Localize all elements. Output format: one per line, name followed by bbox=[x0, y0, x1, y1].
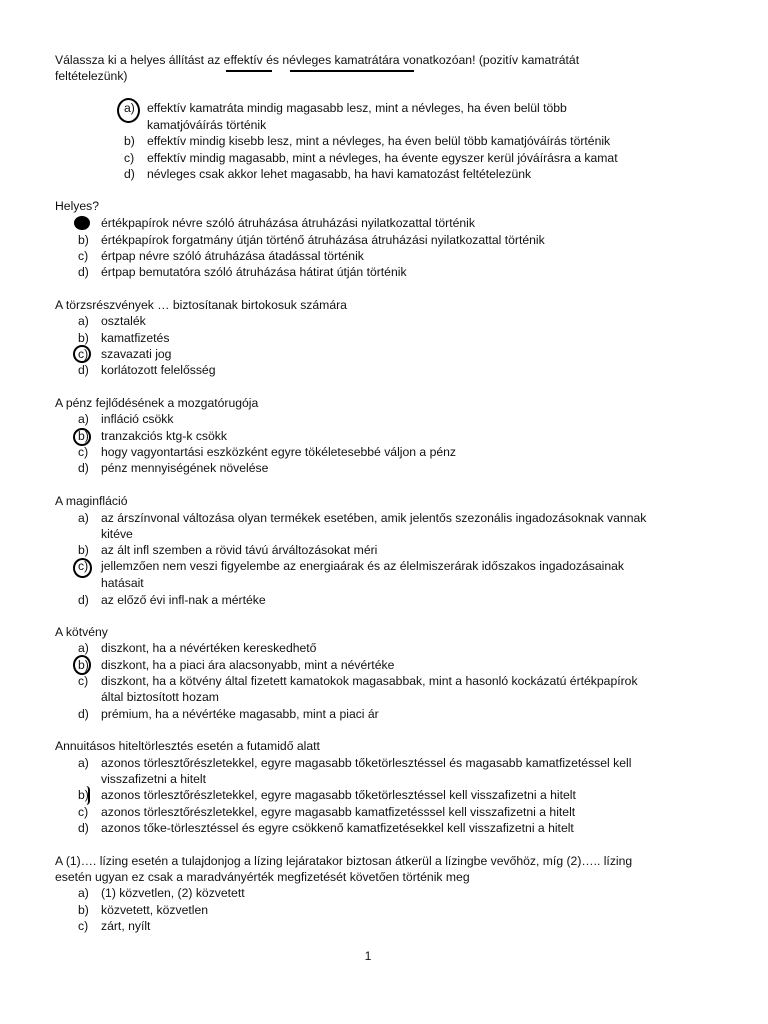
option-text: azonos törlesztőrészletekkel, egyre magasabb tőketörlesztéssel kell visszafizetni a hitelt bbox=[101, 788, 576, 802]
option-letter: a) bbox=[78, 756, 89, 770]
question-5-stem: A maginfláció bbox=[55, 494, 128, 508]
option-text: értpap névre szóló átruházása átadással történik bbox=[101, 249, 364, 263]
option-text: értpap bemutatóra szóló átruházása hátirat útján történik bbox=[101, 265, 407, 279]
option-letter: a) bbox=[78, 412, 89, 426]
option-letter: d) bbox=[78, 265, 89, 279]
selected-answer-circle bbox=[117, 98, 140, 123]
option-letter: d) bbox=[78, 363, 89, 377]
underline-mark bbox=[290, 70, 414, 72]
option-text: által biztosított hozam bbox=[101, 690, 219, 704]
option-letter: b) bbox=[78, 903, 89, 917]
option-text: visszafizetni a hitelt bbox=[101, 772, 206, 786]
question-3-stem: A törzsrészvények … biztosítanak birtokosuk számára bbox=[55, 298, 347, 312]
option-text: hatásait bbox=[101, 576, 144, 590]
option-letter: d) bbox=[78, 707, 89, 721]
option-letter: b) bbox=[78, 429, 89, 443]
option-text: azonos tőke-törlesztéssel és egyre csökkenő kamatfizetésekkel kell visszafizetni a hitelt bbox=[101, 821, 574, 835]
option-letter: a) bbox=[124, 101, 135, 115]
underline-mark bbox=[226, 70, 272, 72]
option-text: osztalék bbox=[101, 314, 146, 328]
option-text: tranzakciós ktg-k csökk bbox=[101, 429, 227, 443]
option-letter: d) bbox=[78, 821, 89, 835]
question-2-stem: Helyes? bbox=[55, 199, 100, 213]
option-text: korlátozott felelősség bbox=[101, 363, 216, 377]
option-letter: a) bbox=[78, 886, 89, 900]
option-text: jellemzően nem veszi figyelembe az energiaárak és az élelmiszerárak időszakos ingadozásainak bbox=[101, 559, 624, 573]
option-letter: b) bbox=[124, 134, 135, 148]
option-text: diszkont, ha a kötvény által fizetett kamatokok magasabbak, mint a hasonló kockázatú értékpapírok bbox=[101, 674, 638, 688]
option-text: értékpapírok forgatmány útján történő átruházása átruházási nyilatkozattal történik bbox=[101, 233, 545, 247]
option-text: effektív kamatráta mindig magasabb lesz, mint a névleges, ha éven belül több bbox=[147, 101, 567, 115]
question-6-stem: A kötvény bbox=[55, 625, 108, 639]
option-letter: b) bbox=[78, 658, 89, 672]
selected-answer-circle bbox=[73, 345, 91, 363]
selected-answer-bracket bbox=[72, 786, 90, 805]
question-8-stem-line-2: esetén ugyan ez csak a maradványérték megfizetését követően történik meg bbox=[55, 870, 470, 884]
option-text: pénz mennyiségének növelése bbox=[101, 461, 269, 475]
selected-answer-circle bbox=[73, 558, 92, 578]
option-letter: d) bbox=[78, 593, 89, 607]
page-number: 1 bbox=[364, 949, 372, 963]
option-letter: c) bbox=[78, 347, 89, 361]
option-text: kamatjóváírás történik bbox=[147, 118, 267, 132]
option-letter: c) bbox=[78, 674, 89, 688]
option-letter: b) bbox=[78, 543, 89, 557]
option-text: infláció csökk bbox=[101, 412, 174, 426]
option-text: közvetett, közvetlen bbox=[101, 903, 209, 917]
option-text: (1) közvetlen, (2) közvetett bbox=[101, 886, 245, 900]
option-text: az árszínvonal változása olyan termékek esetében, amik jelentős szezonális ingadozásoknak vannak bbox=[101, 511, 647, 525]
option-text: névleges csak akkor lehet magasabb, ha havi kamatozást feltételezünk bbox=[147, 167, 532, 181]
question-1-stem-line-2: feltételezünk) bbox=[55, 69, 128, 83]
option-text: szavazati jog bbox=[101, 347, 172, 361]
option-letter: c) bbox=[78, 445, 89, 459]
option-letter: b) bbox=[78, 233, 89, 247]
question-1-stem-line-1: Válassza ki a helyes állítást az effektív és névleges kamatrátára vonatkozóan! (pozitív kamatrátát bbox=[55, 53, 580, 67]
option-letter: c) bbox=[78, 249, 89, 263]
option-letter: a) bbox=[78, 314, 89, 328]
option-letter: c) bbox=[78, 919, 89, 933]
option-text: effektív mindig kisebb lesz, mint a névleges, ha éven belül több kamatjóváírás történik bbox=[147, 134, 611, 148]
question-4-stem: A pénz fejlődésének a mozgatórugója bbox=[55, 396, 259, 410]
option-letter: b) bbox=[78, 331, 89, 345]
question-8-stem-line-1: A (1)…. lízing esetén a tulajdonjog a lízing lejáratakor biztosan átkerül a lízingbe vevőhöz, míg (2)….. lízing bbox=[55, 854, 633, 868]
option-text: azonos törlesztőrészletekkel, egyre magasabb tőketörlesztéssel és magasabb kamatfizetéssel kell bbox=[101, 756, 632, 770]
question-7-stem: Annuitásos hiteltörlesztés esetén a futamidő alatt bbox=[55, 739, 320, 753]
option-letter: a) bbox=[78, 511, 89, 525]
option-letter: d) bbox=[124, 167, 135, 181]
option-letter: b) bbox=[78, 788, 89, 802]
option-letter: a) bbox=[78, 641, 89, 655]
option-text: diszkont, ha a névértéken kereskedhető bbox=[101, 641, 317, 655]
option-text: az ált infl szemben a rövid távú árváltozásokat méri bbox=[101, 543, 378, 557]
option-text: kitéve bbox=[101, 527, 133, 541]
option-letter: c) bbox=[78, 559, 89, 573]
option-letter: c) bbox=[124, 151, 135, 165]
option-text: értékpapírok névre szóló átruházása átruházási nyilatkozattal történik bbox=[101, 216, 475, 230]
option-text: az előző évi infl-nak a mértéke bbox=[101, 593, 266, 607]
option-text: effektív mindig magasabb, mint a névleges, ha évente egyszer kerül jóváírásra a kamat bbox=[147, 151, 618, 165]
selected-answer-circle bbox=[73, 655, 91, 675]
option-text: azonos törlesztőrészletekkel, egyre magasabb kamatfizetésssel kell visszafizetni a hitelt bbox=[101, 805, 576, 819]
option-text: diszkont, ha a piaci ára alacsonyabb, mint a névértéke bbox=[101, 658, 395, 672]
option-text: zárt, nyílt bbox=[101, 919, 151, 933]
option-letter: d) bbox=[78, 461, 89, 475]
selected-answer-circle bbox=[74, 216, 90, 230]
option-text: prémium, ha a névértéke magasabb, mint a piaci ár bbox=[101, 707, 379, 721]
option-text: hogy vagyontartási eszközként egyre tökéletesebbé váljon a pénz bbox=[101, 445, 457, 459]
option-text: kamatfizetés bbox=[101, 331, 170, 345]
option-letter: c) bbox=[78, 805, 89, 819]
